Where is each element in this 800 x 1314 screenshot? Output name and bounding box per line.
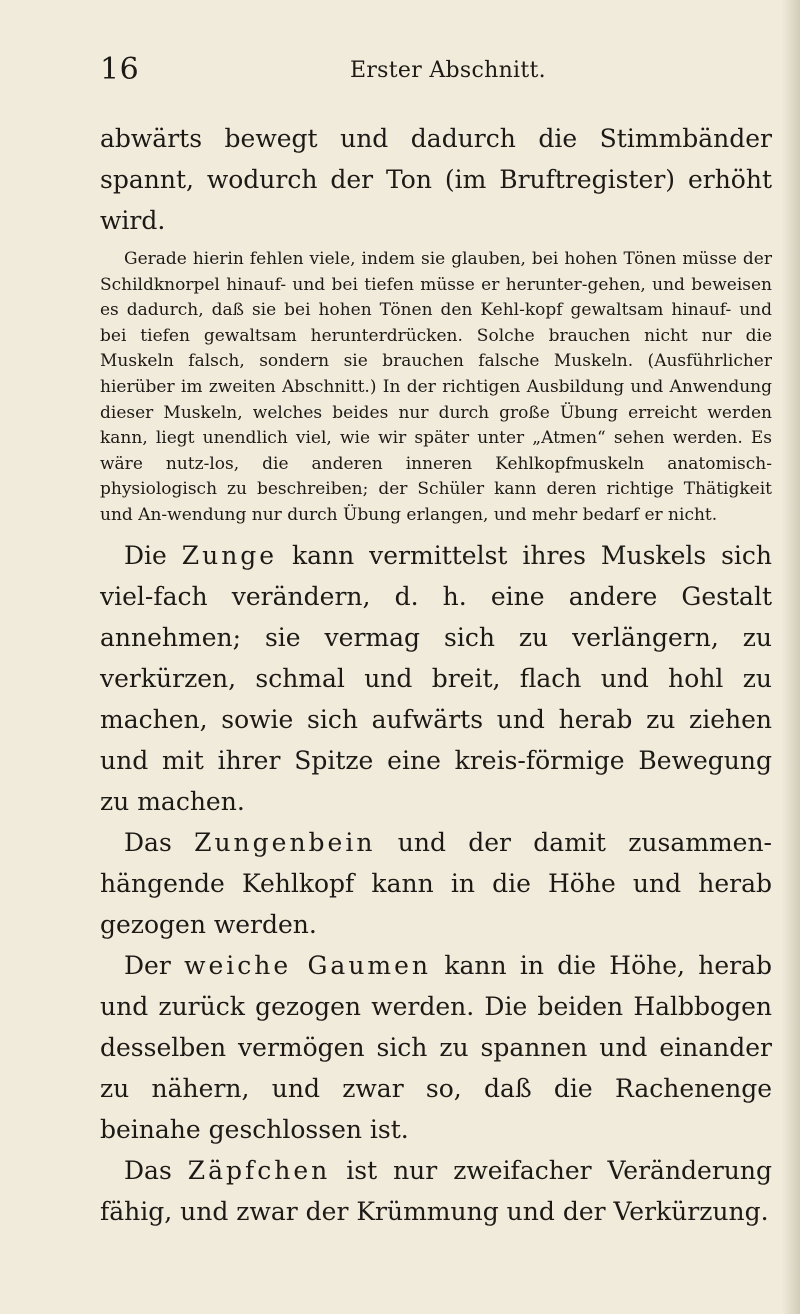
paragraph-zungenbein bbox=[100, 822, 772, 945]
paragraph-gaumen bbox=[100, 945, 772, 1150]
paragraph-zunge bbox=[100, 535, 772, 822]
term-zunge: Zunge bbox=[181, 540, 278, 570]
page-number: 16 bbox=[100, 52, 140, 87]
body-text bbox=[100, 118, 772, 1232]
paragraph-text: und der damit zusammen-hängende Kehlkopf kann in die Höhe und herab gezogen werden. bbox=[100, 827, 772, 939]
paragraph-text: abwärts bewegt und dadurch die Stimmbänder spannt, wodurch der Ton (im Bruftregister) erhöht wird. bbox=[100, 124, 772, 235]
paragraph-note bbox=[100, 247, 772, 529]
paragraph-text: Gerade hierin fehlen viele, indem sie glauben, bei hohen Tönen müsse der Schildknorpel hinauf- und bei tiefen müsse er herunter-gehen, und beweisen es dadurch, daß sie bei hohen Tönen den Kehl-kopf gewaltsam hinauf- und bei tiefen gewaltsam herunterdrücken. Solche brauchen nicht nur die Muskeln falsch, sondern sie brauchen falsche Muskeln. (Ausführlicher hierüber im zweiten Abschnitt.) In der richtigen Ausbildung und Anwendung dieser Muskeln, welches beides nur durch große Übung erreicht werden kann, liegt unendlich viel, wie wir später unter „Atmen“ sehen werden. Es wäre nutz-los, die anderen inneren Kehlkopfmuskeln anatomisch-physiologisch zu beschreiben; der Schüler kann deren richtige Thätigkeit und An-wendung nur durch Übung erlangen, und mehr bedarf er nicht. bbox=[100, 249, 772, 525]
paragraph-zaepfchen bbox=[100, 1150, 772, 1232]
paragraph-text: kann in die Höhe, herab und zurück gezogen werden. Die beiden Halbbogen desselben vermögen sich zu spannen und einander zu nähern, und zwar so, daß die Rachenenge beinahe geschlossen ist. bbox=[100, 950, 773, 1144]
paragraph-lead: Das bbox=[124, 827, 172, 857]
paragraph-lead: Das bbox=[124, 1155, 172, 1185]
term-weicher-gaumen: weiche Gaumen bbox=[184, 950, 432, 980]
running-head: Erster Abschnitt. bbox=[350, 58, 546, 83]
page-header bbox=[100, 52, 700, 92]
paragraph-lead: Die bbox=[124, 540, 167, 570]
term-zaepfchen: Zäpfchen bbox=[187, 1155, 331, 1185]
paragraph-lead: Der bbox=[124, 950, 171, 980]
paragraph-text: kann vermittelst ihres Muskels sich viel-fach verändern, d. h. eine andere Gestalt annehmen; sie vermag sich zu verlängern, zu verkürzen, schmal und breit, flach und hohl zu machen, sowie sich aufwärts und herab zu ziehen und mit ihrer Spitze eine kreis-förmige Bewegung zu machen. bbox=[100, 540, 772, 816]
paragraph-continuation bbox=[100, 118, 772, 241]
term-zungenbein: Zungenbein bbox=[194, 827, 376, 857]
page-edge-shadow bbox=[782, 0, 800, 1314]
paragraph-text: ist nur zweifacher Veränderung fähig, und zwar der Krümmung und der Verkürzung. bbox=[100, 1155, 772, 1226]
